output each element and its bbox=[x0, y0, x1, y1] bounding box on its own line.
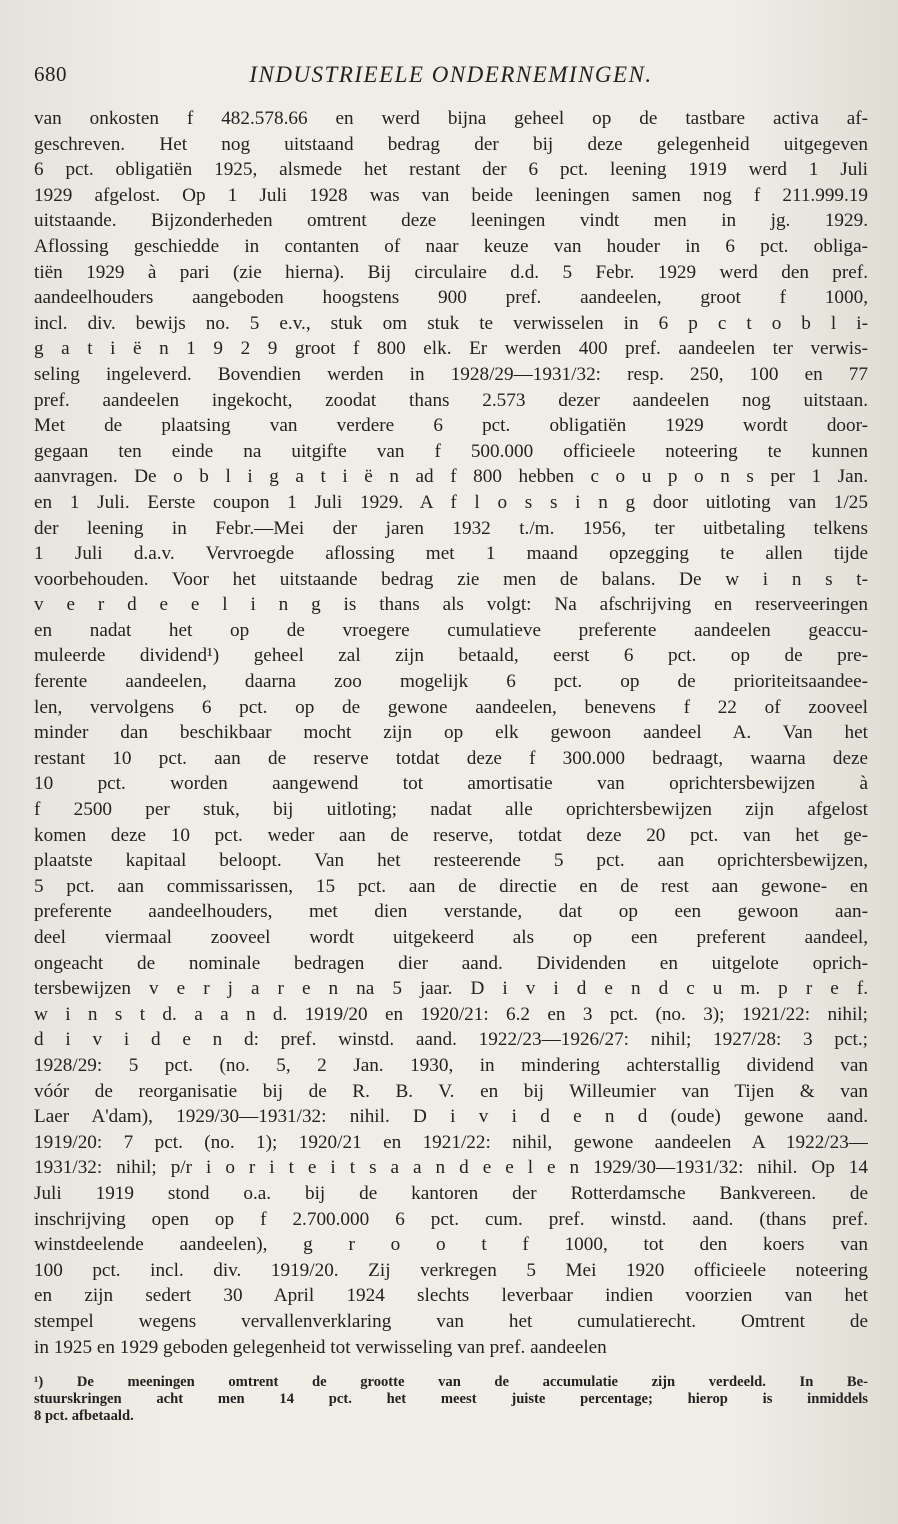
text-line: stempel wegens vervallenverklaring van het cumulatierecht. Omtrent de bbox=[34, 1310, 868, 1332]
text-line: Laer A'dam), 1929/30—1931/32: nihil. D i v i d e n d (oude) gewone aand. bbox=[34, 1106, 868, 1128]
text-line: ongeacht de nominale bedragen dier aand. Dividenden en uitgelote oprich- bbox=[34, 952, 868, 974]
text-line: en zijn sedert 30 April 1924 slechts leverbaar indien voorzien van het bbox=[34, 1285, 868, 1307]
text-line: 1929 afgelost. Op 1 Juli 1928 was van beide leeningen samen nog f 211.999.19 bbox=[34, 184, 868, 206]
text-line: inschrijving open op f 2.700.000 6 pct. cum. pref. winstd. aand. (thans pref. bbox=[34, 1208, 868, 1230]
text-line: 1919/20: 7 pct. (no. 1); 1920/21 en 1921/22: nihil, gewone aandeelen A 1922/23— bbox=[34, 1131, 868, 1153]
text-line: voorbehouden. Voor het uitstaande bedrag zie men de balans. De w i n s t- bbox=[34, 568, 868, 590]
text-line: aanvragen. De o b l i g a t i ë n ad f 800 hebben c o u p o n s per 1 Jan. bbox=[34, 466, 868, 488]
text-line: 1928/29: 5 pct. (no. 5, 2 Jan. 1930, in mindering achterstallig dividend van bbox=[34, 1054, 868, 1076]
footnote-line: 8 pct. afbetaald. bbox=[34, 1408, 134, 1425]
body-text bbox=[34, 106, 868, 1360]
text-line: d i v i d e n d: pref. winstd. aand. 1922/23—1926/27: nihil; 1927/28: 3 pct.; bbox=[34, 1029, 868, 1051]
text-line: komen deze 10 pct. weder aan de reserve, totdat deze 20 pct. van het ge- bbox=[34, 824, 868, 846]
text-line: uitstaande. Bijzonderheden omtrent deze leeningen vindt men in jg. 1929. bbox=[34, 210, 868, 232]
text-line: winstdeelende aandeelen), g r o o t f 1000, tot den koers van bbox=[34, 1234, 868, 1256]
text-line: incl. div. bewijs no. 5 e.v., stuk om stuk te verwisselen in 6 p c t o b l i- bbox=[34, 312, 868, 334]
text-line: Aflossing geschiedde in contanten of naar keuze van houder in 6 pct. obliga- bbox=[34, 235, 868, 257]
text-line: tersbewijzen v e r j a r e n na 5 jaar. D i v i d e n d c u m. p r e f. bbox=[34, 978, 868, 1000]
text-line: van onkosten f 482.578.66 en werd bijna geheel op de tastbare activa af- bbox=[34, 108, 868, 129]
text-line: geschreven. Het nog uitstaand bedrag der bij deze gelegenheid uitgegeven bbox=[34, 133, 868, 155]
page-number: 680 bbox=[34, 62, 67, 86]
text-line: Juli 1919 stond o.a. bij de kantoren der Rotterdamsche Bankvereen. de bbox=[34, 1182, 868, 1204]
text-line: en nadat het op de vroegere cumulatieve preferente aandeelen geaccu- bbox=[34, 619, 868, 641]
text-line: gegaan ten einde na uitgifte van f 500.000 officieele noteering te kunnen bbox=[34, 440, 868, 462]
text-line: w i n s t d. a a n d. 1919/20 en 1920/21: 6.2 en 3 pct. (no. 3); 1921/22: nihil; bbox=[34, 1003, 868, 1025]
text-line: vóór de reorganisatie bij de R. B. V. en bij Willeumier van Tijen & van bbox=[34, 1080, 868, 1102]
text-line: in 1925 en 1929 geboden gelegenheid tot verwisseling van pref. aandeelen bbox=[34, 1336, 607, 1358]
footnote-line: ¹) De meeningen omtrent de grootte van de accumulatie zijn verdeeld. In Be- bbox=[34, 1374, 868, 1391]
text-line: restant 10 pct. aan de reserve totdat deze f 300.000 bedraagt, waarna deze bbox=[34, 747, 868, 769]
running-title: INDUSTRIEELE ONDERNEMINGEN. bbox=[249, 62, 653, 87]
text-line: 1931/32: nihil; p/r i o r i t e i t s a a n d e e l e n 1929/30—1931/32: nihil. Op 14 bbox=[34, 1157, 868, 1179]
text-line: f 2500 per stuk, bij uitloting; nadat alle oprichtersbewijzen zijn afgelost bbox=[34, 799, 868, 821]
text-line: 1 Juli d.a.v. Vervroegde aflossing met 1 maand opzegging te allen tijde bbox=[34, 543, 868, 565]
text-line: en 1 Juli. Eerste coupon 1 Juli 1929. A f l o s s i n g door uitloting van 1/25 bbox=[34, 491, 868, 513]
text-line: 5 pct. aan commissarissen, 15 pct. aan de directie en de rest aan gewone- en bbox=[34, 875, 868, 897]
text-line: aandeelhouders aangeboden hoogstens 900 pref. aandeelen, groot f 1000, bbox=[34, 287, 868, 309]
text-line: 6 pct. obligatiën 1925, alsmede het restant der 6 pct. leening 1919 werd 1 Juli bbox=[34, 159, 868, 181]
footnote-line: stuurskringen acht men 14 pct. het meest juiste percentage; hierop is inmiddels bbox=[34, 1391, 868, 1408]
text-line: g a t i ë n 1 9 2 9 groot f 800 elk. Er werden 400 pref. aandeelen ter verwis- bbox=[34, 338, 868, 360]
text-line: plaatste kapitaal beloopt. Van het resteerende 5 pct. aan oprichtersbewijzen, bbox=[34, 850, 868, 872]
running-head bbox=[34, 62, 868, 92]
text-line: muleerde dividend¹) geheel zal zijn betaald, eerst 6 pct. op de pre- bbox=[34, 645, 868, 667]
footnotes bbox=[34, 1374, 868, 1425]
text-line: ferente aandeelen, daarna zoo mogelijk 6 pct. op de prioriteitsaandee- bbox=[34, 671, 868, 693]
text-line: der leening in Febr.—Mei der jaren 1932 t./m. 1956, ter uitbetaling telkens bbox=[34, 517, 868, 539]
text-line: minder dan beschikbaar mocht zijn op elk gewoon aandeel A. Van het bbox=[34, 722, 868, 744]
text-line: Met de plaatsing van verdere 6 pct. obligatiën 1929 wordt door- bbox=[34, 415, 868, 437]
text-line: tiën 1929 à pari (zie hierna). Bij circulaire d.d. 5 Febr. 1929 werd den pref. bbox=[34, 261, 868, 283]
text-line: len, vervolgens 6 pct. op de gewone aandeelen, benevens f 22 of zooveel bbox=[34, 696, 868, 718]
text-line: deel viermaal zooveel wordt uitgekeerd als op een preferent aandeel, bbox=[34, 927, 868, 948]
text-line: v e r d e e l i n g is thans als volgt: Na afschrijving en reserveeringen bbox=[34, 594, 868, 616]
text-line: seling ingeleverd. Bovendien werden in 1928/29—1931/32: resp. 250, 100 en 77 bbox=[34, 363, 868, 385]
text-line: 10 pct. worden aangewend tot amortisatie van oprichtersbewijzen à bbox=[34, 773, 868, 795]
text-line: preferente aandeelhouders, met dien verstande, dat op een gewoon aan- bbox=[34, 901, 868, 923]
text-line: 100 pct. incl. div. 1919/20. Zij verkregen 5 Mei 1920 officieele noteering bbox=[34, 1259, 868, 1281]
text-line: pref. aandeelen ingekocht, zoodat thans 2.573 dezer aandeelen nog uitstaan. bbox=[34, 389, 868, 411]
